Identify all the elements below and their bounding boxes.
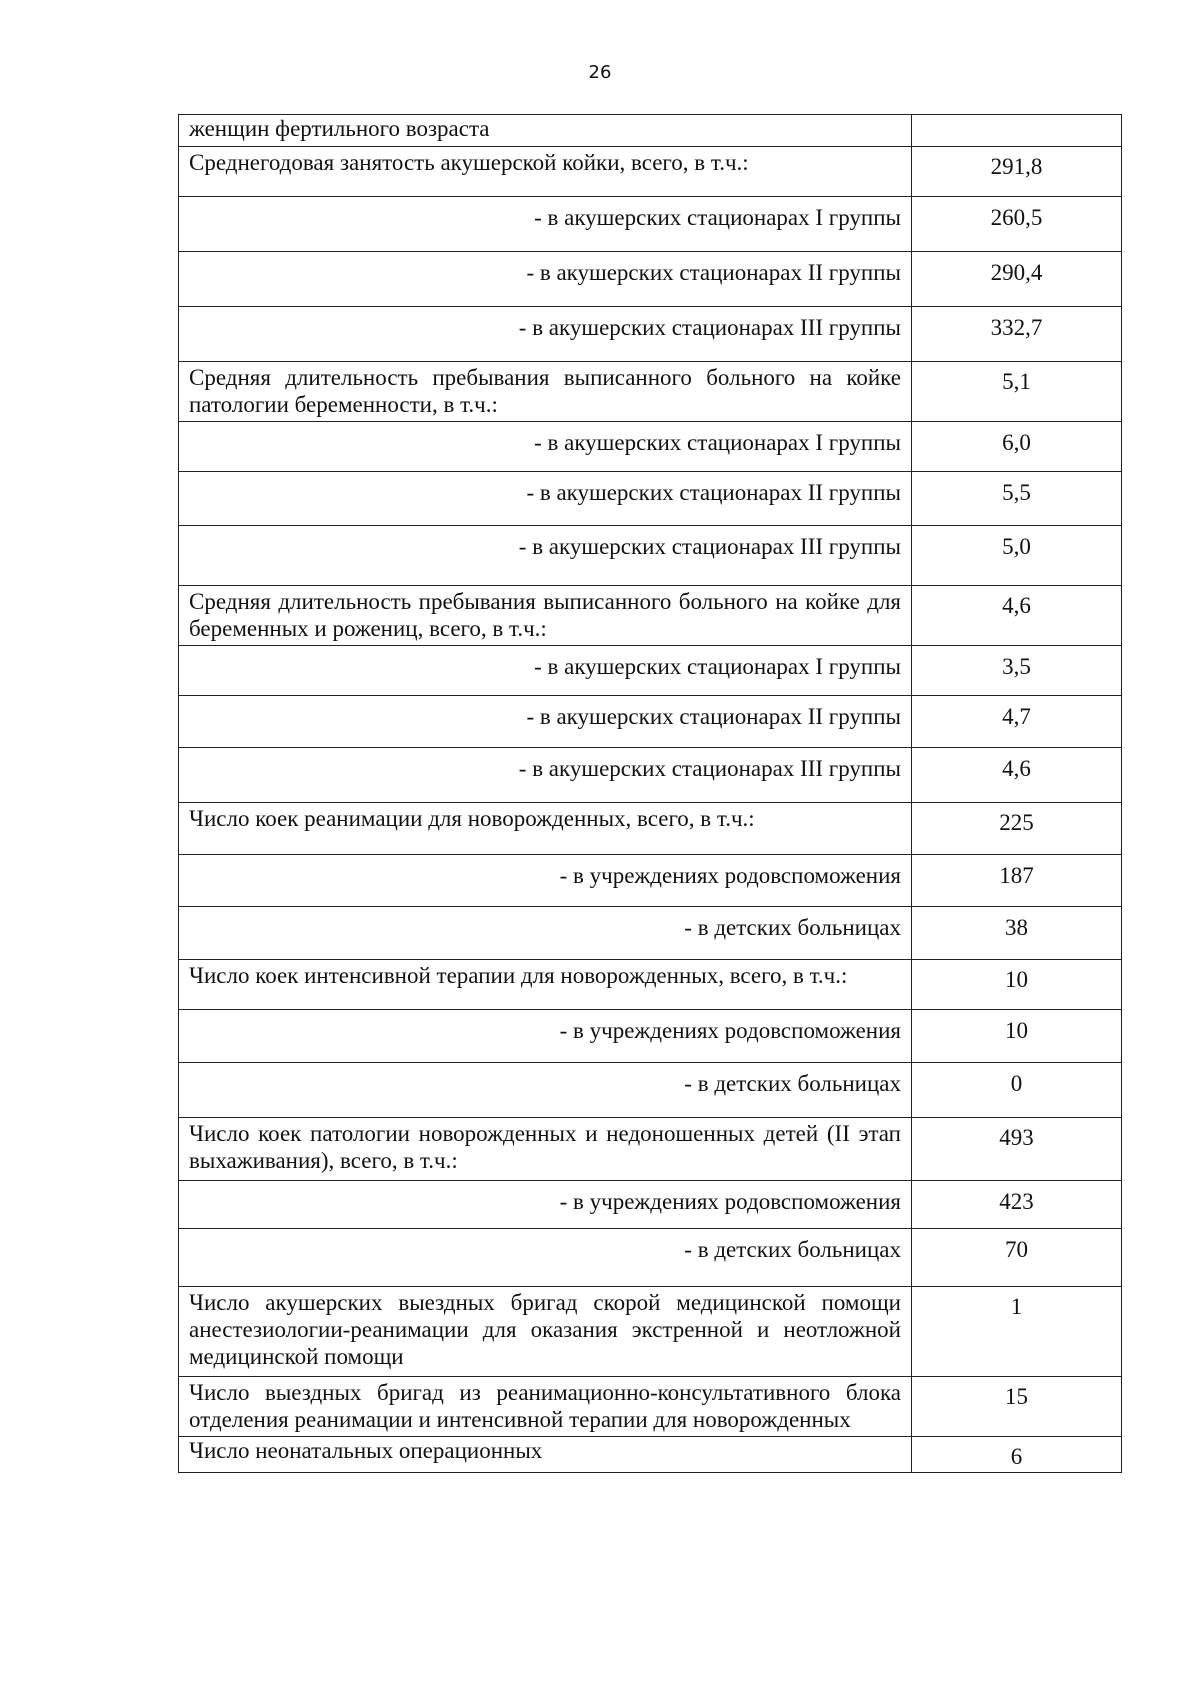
row-label: Число коек интенсивной терапии для новорожденных, всего, в т.ч.: xyxy=(179,960,912,1010)
row-label: - в детских больницах xyxy=(179,1063,912,1118)
row-value: 493 xyxy=(912,1118,1122,1181)
table-row xyxy=(179,907,1122,960)
row-label: - в акушерских стационарах I группы xyxy=(179,646,912,696)
table-row xyxy=(179,362,1122,422)
row-label: - в учреждениях родовспоможения xyxy=(179,1010,912,1063)
row-label: Средняя длительность пребывания выписанного больного на койке для беременных и рожениц, всего, в т.ч.: xyxy=(179,586,912,646)
table-row xyxy=(179,646,1122,696)
row-value: 0 xyxy=(912,1063,1122,1118)
row-label: - в акушерских стационарах III группы xyxy=(179,307,912,362)
row-value: 6 xyxy=(912,1437,1122,1473)
row-value: 5,1 xyxy=(912,362,1122,422)
table-row xyxy=(179,855,1122,907)
table-row xyxy=(179,422,1122,472)
row-value: 15 xyxy=(912,1377,1122,1437)
row-label: Число коек реанимации для новорожденных, всего, в т.ч.: xyxy=(179,803,912,855)
table-row xyxy=(179,1437,1122,1473)
row-label: Средняя длительность пребывания выписанного больного на койке патологии беременности, в т.ч.: xyxy=(179,362,912,422)
row-value: 4,6 xyxy=(912,586,1122,646)
table-row xyxy=(179,1377,1122,1437)
row-value: 423 xyxy=(912,1181,1122,1229)
row-value: 187 xyxy=(912,855,1122,907)
table-row xyxy=(179,147,1122,197)
row-label: Число коек патологии новорожденных и недоношенных детей (II этап выхаживания), всего, в т.ч.: xyxy=(179,1118,912,1181)
row-value: 225 xyxy=(912,803,1122,855)
table-row xyxy=(179,696,1122,748)
row-label: Число выездных бригад из реанимационно-консультативного блока отделения реанимации и интенсивной терапии для новорожденных xyxy=(179,1377,912,1437)
row-label: - в детских больницах xyxy=(179,907,912,960)
table-row xyxy=(179,526,1122,586)
row-label: - в учреждениях родовспоможения xyxy=(179,855,912,907)
row-label: - в детских больницах xyxy=(179,1229,912,1287)
row-value: 10 xyxy=(912,960,1122,1010)
table-row xyxy=(179,586,1122,646)
statistics-table xyxy=(178,114,1122,1473)
row-value: 332,7 xyxy=(912,307,1122,362)
row-label: - в учреждениях родовспоможения xyxy=(179,1181,912,1229)
row-label: Число акушерских выездных бригад скорой медицинской помощи анестезиологии-реанимации для оказания экстренной и неотложной медицинской помощи xyxy=(179,1287,912,1377)
row-value: 1 xyxy=(912,1287,1122,1377)
table-row xyxy=(179,1063,1122,1118)
row-value: 4,7 xyxy=(912,696,1122,748)
table-row xyxy=(179,1181,1122,1229)
row-value: 290,4 xyxy=(912,252,1122,307)
row-label: - в акушерских стационарах III группы xyxy=(179,526,912,586)
row-value: 4,6 xyxy=(912,748,1122,803)
page-number: 26 xyxy=(588,62,612,83)
row-value: 291,8 xyxy=(912,147,1122,197)
row-label: - в акушерских стационарах I группы xyxy=(179,197,912,252)
row-value: 6,0 xyxy=(912,422,1122,472)
row-value: 5,0 xyxy=(912,526,1122,586)
table-row xyxy=(179,197,1122,252)
row-value xyxy=(912,115,1122,147)
row-label: Среднегодовая занятость акушерской койки, всего, в т.ч.: xyxy=(179,147,912,197)
row-value: 5,5 xyxy=(912,472,1122,526)
table-row xyxy=(179,115,1122,147)
table-row xyxy=(179,1287,1122,1377)
table-row xyxy=(179,472,1122,526)
table-row xyxy=(179,1118,1122,1181)
table-row xyxy=(179,960,1122,1010)
table-row xyxy=(179,803,1122,855)
row-label: - в акушерских стационарах II группы xyxy=(179,252,912,307)
table-row xyxy=(179,252,1122,307)
row-label: - в акушерских стационарах II группы xyxy=(179,696,912,748)
row-value: 70 xyxy=(912,1229,1122,1287)
table-row xyxy=(179,307,1122,362)
table-row xyxy=(179,1010,1122,1063)
row-label: - в акушерских стационарах I группы xyxy=(179,422,912,472)
row-value: 38 xyxy=(912,907,1122,960)
row-label: - в акушерских стационарах III группы xyxy=(179,748,912,803)
table-row xyxy=(179,1229,1122,1287)
row-label: женщин фертильного возраста xyxy=(179,115,912,147)
row-value: 10 xyxy=(912,1010,1122,1063)
table-row xyxy=(179,748,1122,803)
row-label: Число неонатальных операционных xyxy=(179,1437,912,1473)
row-label: - в акушерских стационарах II группы xyxy=(179,472,912,526)
row-value: 260,5 xyxy=(912,197,1122,252)
row-value: 3,5 xyxy=(912,646,1122,696)
